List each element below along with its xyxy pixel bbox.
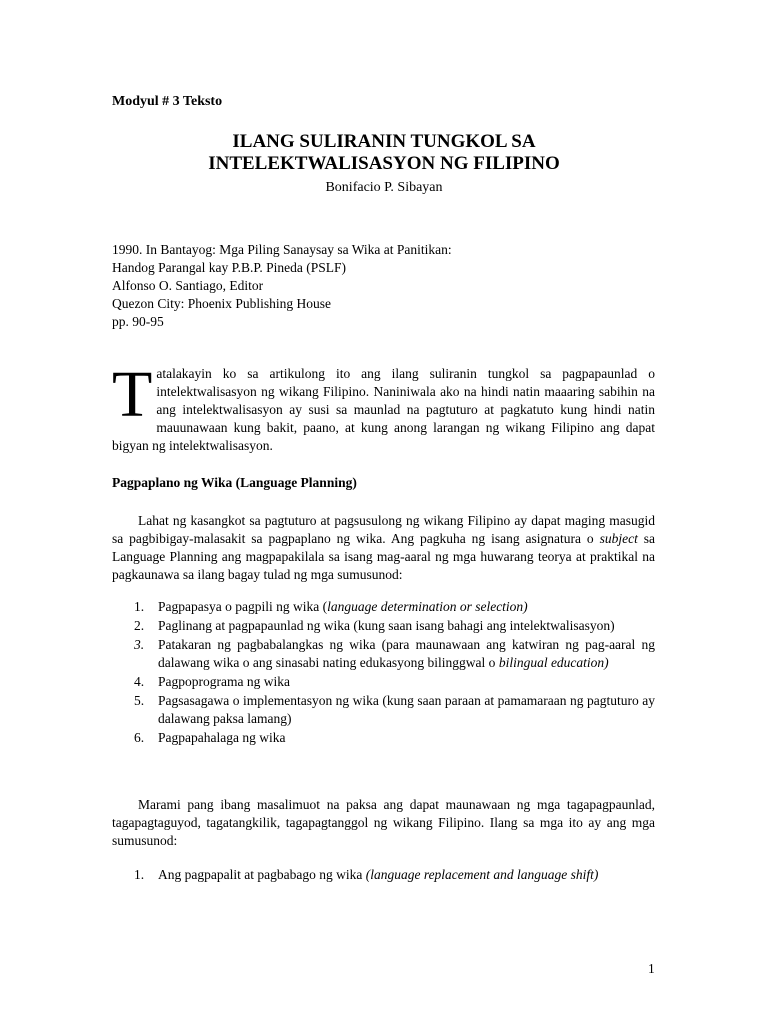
- document-title-line-2: INTELEKTWALISASYON NG FILIPINO: [208, 153, 560, 174]
- bibliography-line: Alfonso O. Santiago, Editor: [112, 278, 264, 293]
- list-number: 1.: [134, 599, 145, 614]
- list-item: [112, 617, 655, 635]
- paragraph-text: sa Language Planning ang magpapakilala sa isang mag-aaral ng mga huwarang teorya at praktikal na pagkaunawa sa ilang bagay tulad ng mga sumusunod:: [112, 531, 655, 582]
- bibliography-line: Handog Parangal kay P.B.P. Pineda (PSLF): [112, 260, 346, 275]
- language-planning-list: [112, 598, 655, 748]
- list-item: [112, 866, 655, 884]
- list-text: Ang pagpapalit at pagbabago ng wika: [158, 867, 366, 882]
- document-title-line-1: ILANG SULIRANIN TUNGKOL SA: [232, 131, 536, 152]
- list-number: 5.: [134, 693, 145, 708]
- paragraph-emphasis: subject: [599, 531, 638, 546]
- bibliography-block: [112, 241, 452, 331]
- list-number: 4.: [134, 674, 145, 689]
- body-paragraph-2: Marami pang ibang masalimuot na paksa ang dapat maunawaan ng mga tagapagpaunlad, tagapagtaguyod, tagatangkilik, tagapagtanggol ng wikang Filipino. Ilang sa mga ito ay ang mga sumusunod:: [112, 797, 655, 848]
- module-label: Modyul # 3 Teksto: [112, 94, 223, 109]
- list-text: Paglinang at pagpapaunlad ng wika (kung saan isang bahagi ang intelektwalisasyon): [158, 618, 615, 633]
- page-number: 1: [648, 961, 655, 976]
- intro-text: atalakayin ko sa artikulong ito ang ilang suliranin tungkol sa pagpapaunlad o intelektwalisasyon ng wikang Filipino. Naniniwala ako na hindi natin maaaring sabihin na ang intelektwalisasyon ay susi sa maunlad na pagtuturo at pagkatuto kung hindi natin mauunawaan kung bakit, paano, at kung anong larangan ng wikang Filipino ang dapat bigyan ng intelektwalisasyon.: [112, 366, 655, 453]
- list-item: [112, 636, 655, 672]
- topics-list: [112, 866, 655, 885]
- list-emphasis: (language replacement and language shift): [365, 867, 599, 882]
- list-emphasis: bilingual education): [498, 655, 609, 670]
- bibliography-line: 1990. In Bantayog: Mga Piling Sanaysay sa Wika at Panitikan:: [112, 242, 452, 257]
- list-number: 3.: [134, 637, 145, 652]
- list-item: [112, 692, 655, 728]
- drop-cap-letter: T: [112, 358, 153, 431]
- list-emphasis: language determination or selection): [327, 599, 528, 614]
- list-text: Pagpoprograma ng wika: [158, 674, 290, 689]
- list-number: 1.: [134, 867, 145, 882]
- list-item: [112, 729, 655, 747]
- bibliography-line: pp. 90-95: [112, 314, 164, 329]
- list-item: [112, 598, 655, 616]
- list-number: 2.: [134, 618, 145, 633]
- list-text: Pagsasagawa o implementasyon ng wika (kung saan paraan at pamamaraan ng pagtuturo ay dalawang paksa lamang): [158, 693, 655, 726]
- list-text: Pagpapasya o pagpili ng wika (: [158, 599, 328, 614]
- list-text: Patakaran ng pagbabalangkas ng wika (para maunawaan ang katwiran ng pag-aaral ng dalawang wika o ang sinasabi nating edukasyong bilinggwal o: [158, 637, 655, 670]
- section-heading: Pagpaplano ng Wika (Language Planning): [112, 475, 357, 490]
- bibliography-line: Quezon City: Phoenix Publishing House: [112, 296, 331, 311]
- paragraph-text: Lahat ng kasangkot sa pagtuturo at pagsusulong ng wikang Filipino ay dapat maging masugid sa pagbibigay-malasakit sa pagpaplano ng wika. Ang pagkuha ng isang asignatura o: [112, 513, 655, 546]
- author-name: Bonifacio P. Sibayan: [325, 180, 443, 195]
- list-text: Pagpapahalaga ng wika: [158, 730, 286, 745]
- list-number: 6.: [134, 730, 145, 745]
- list-item: [112, 673, 655, 691]
- body-paragraph-1: [112, 512, 655, 584]
- intro-paragraph: [112, 358, 655, 455]
